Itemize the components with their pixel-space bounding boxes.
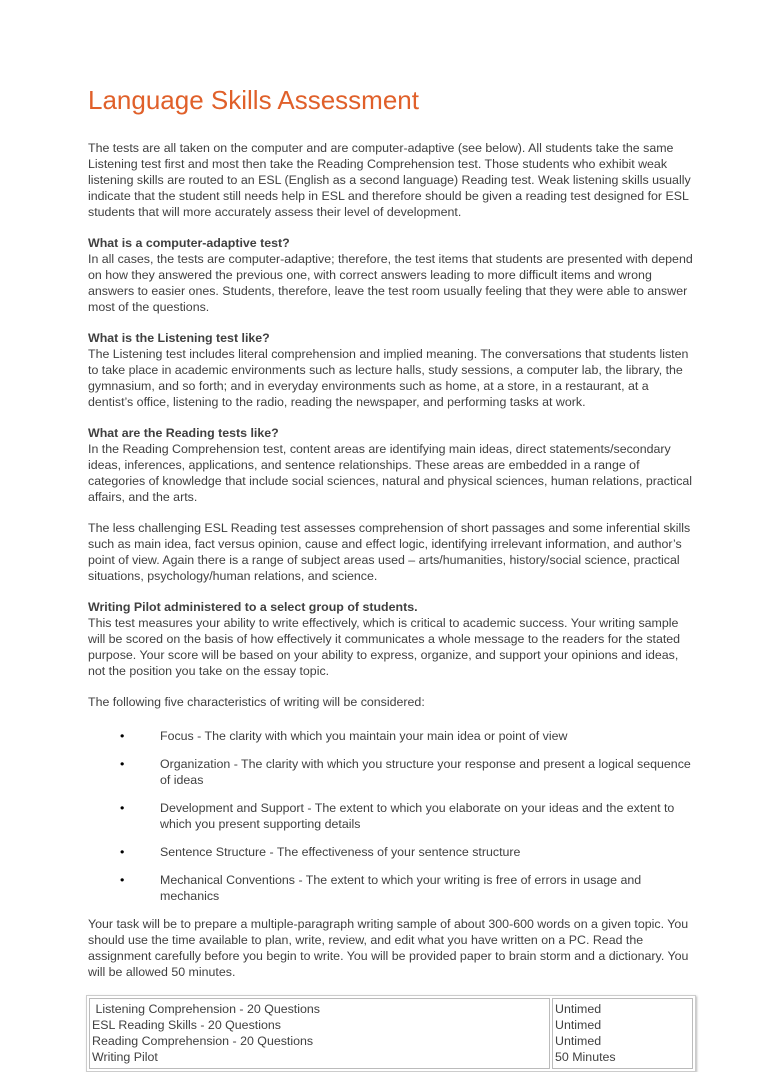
test-schedule-table (86, 995, 696, 1072)
task-paragraph: Your task will be to prepare a multiple-paragraph writing sample of about 300-600 words on a given topic. You should use the time available to plan, write, review, and edit what you have written on a PC. Read the assignment carefully before you begin to write. You will be provided paper to brain storm and a dictionary. You will be allowed 50 minutes. (88, 917, 689, 979)
section-body: The Listening test includes literal comprehension and implied meaning. The conversations that students listen to take place in academic environments such as lecture halls, study sessions, a computer lab, the library, the gymnasium, and so forth; and in everyday environments such as home, at a store, in a restaurant, at a dentist’s office, listening to the radio, reading the newspaper, and performing tasks at work. (88, 347, 689, 409)
section-heading: What are the Reading tests like? (88, 426, 279, 440)
times-cell (552, 998, 693, 1069)
section-heading: What is a computer-adaptive test? (88, 236, 290, 250)
page-title: Language Skills Assessment (88, 85, 419, 115)
test-name: Writing Pilot (92, 1050, 158, 1064)
list-item: • Development and Support - The extent to which you elaborate on your ideas and the extent to which you present supporting details (88, 800, 693, 832)
characteristics-list (88, 728, 693, 904)
tests-cell (89, 998, 550, 1069)
test-time: 50 Minutes (555, 1050, 616, 1064)
esl-reading-paragraph: The less challenging ESL Reading test assesses comprehension of short passages and some inferential skills such as main idea, fact versus opinion, cause and effect logic, identifying irrelevant information, and author’s point of view. Again there is a range of subject areas used – arts/humanities, history/social science, practical situations, psychology/human relations, and science. (88, 521, 691, 583)
intro-paragraph: The tests are all taken on the computer and are computer-adaptive (see below). All students take the same Listening test first and most then take the Reading Comprehension test. Those students who exhibit weak listening skills are routed to an ESL (English as a second language) Reading test. Weak listening skills usually indicate that the student still needs help in ESL and therefore should be given a reading test designed for ESL students that will more accurately assess their level of development. (88, 141, 691, 219)
document (88, 84, 693, 1072)
section-body: In all cases, the tests are computer-adaptive; therefore, the test items that students are presented with depend on how they answered the previous one, with correct answers leading to more difficult items and wrong answers to easier ones. Students, therefore, leave the test room usually feeling that they were able to answer most of the questions. (88, 252, 693, 314)
section-body: This test measures your ability to write effectively, which is critical to academic success. Your writing sample will be scored on the basis of how effectively it communicates a whole message to the readers for the stated purpose. Your score will be based on your ability to express, organize, and support your opinions and ideas, not the position you take on the essay topic. (88, 616, 681, 678)
section-reading (88, 425, 693, 505)
characteristics-intro: The following five characteristics of writing will be considered: (88, 695, 425, 709)
list-item: • Mechanical Conventions - The extent to which your writing is free of errors in usage and mechanics (88, 872, 693, 904)
list-item: • Sentence Structure - The effectiveness of your sentence structure (88, 844, 693, 860)
test-time: Untimed (555, 1018, 602, 1032)
test-name: Reading Comprehension - 20 Questions (92, 1034, 314, 1048)
section-body: In the Reading Comprehension test, content areas are identifying main ideas, direct statements/secondary ideas, inferences, applications, and sentence relationships. These areas are embedded in a range of categories of knowledge that include social sciences, natural and physical sciences, human relations, practical affairs, and the arts. (88, 442, 693, 504)
section-writing (88, 599, 693, 679)
test-name: ESL Reading Skills - 20 Questions (92, 1018, 281, 1032)
list-item: • Organization - The clarity with which you structure your response and present a logical sequence of ideas (88, 756, 693, 788)
test-name: Listening Comprehension - 20 Questions (92, 1002, 320, 1016)
list-item: • Focus - The clarity with which you maintain your main idea or point of view (88, 728, 693, 744)
section-heading: What is the Listening test like? (88, 331, 270, 345)
test-time: Untimed (555, 1002, 602, 1016)
section-computer-adaptive (88, 235, 693, 315)
section-heading: Writing Pilot administered to a select group of students. (88, 600, 418, 614)
test-time: Untimed (555, 1034, 602, 1048)
section-listening (88, 330, 693, 410)
